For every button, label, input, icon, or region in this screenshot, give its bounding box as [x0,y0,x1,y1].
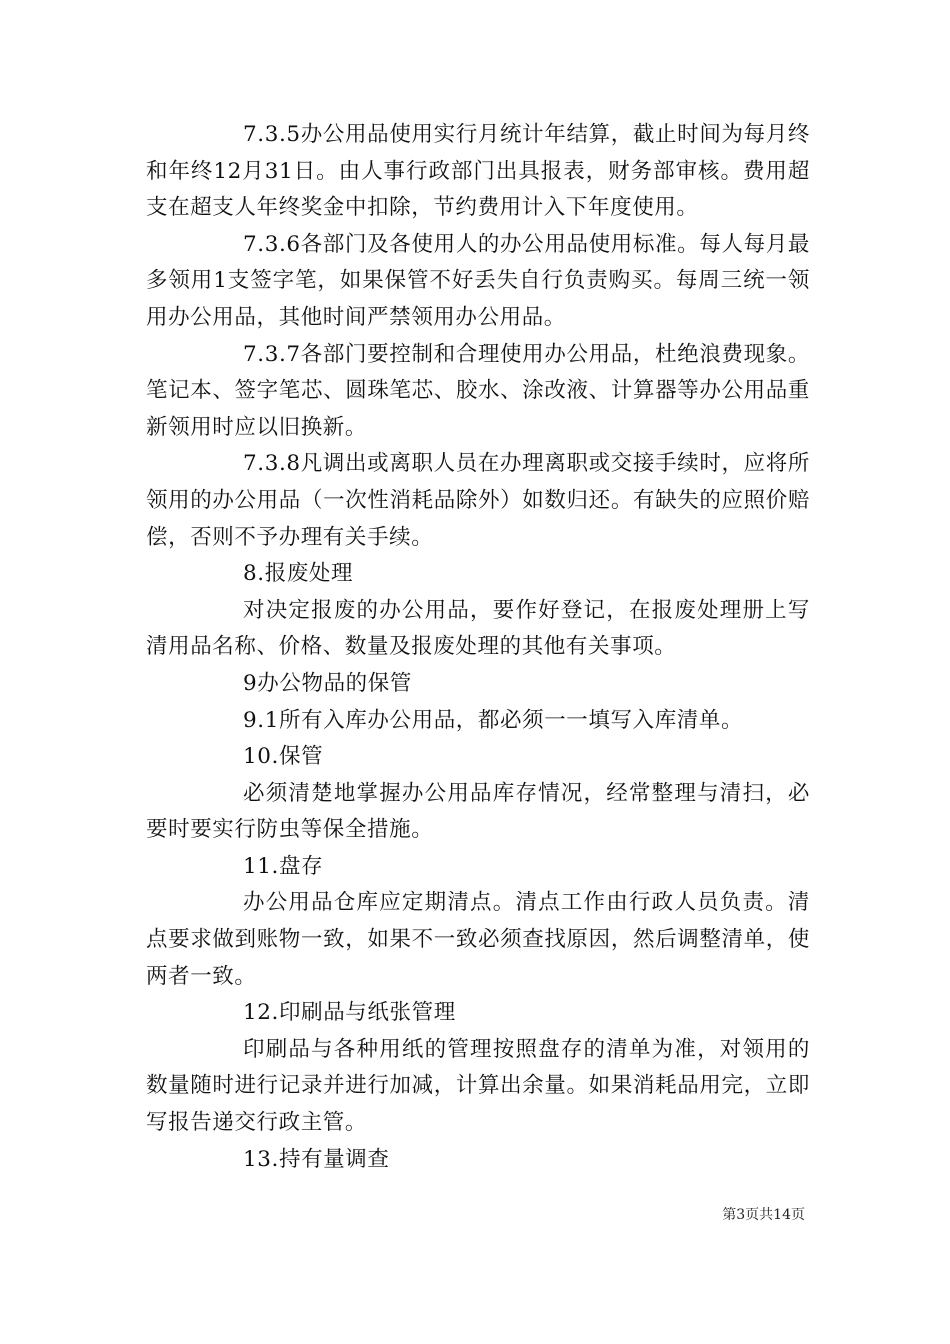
heading-8-scrap-handling: 8.报废处理 [243,561,354,587]
paragraph-11: 办公用品仓库应定期清点。清点工作由行政人员负责。清点要求做到账物一致，如果不一致必须查找原因，然后调整清单，使两者一致。 [146,890,810,989]
paragraph-7-3-6: 7.3.6各部门及各使用人的办公用品使用标准。每人每月最多领用1支签字笔，如果保管不好丢失自行负责购买。每周三统一领用办公用品，其他时间严禁领用办公用品。 [146,231,810,330]
paragraph-10: 必须清楚地掌握办公用品库存情况，经常整理与清扫，必要时要实行防虫等保全措施。 [146,780,810,843]
document-body [146,117,810,1178]
paragraph-12: 印刷品与各种用纸的管理按照盘存的清单为准，对领用的数量随时进行记录并进行加减，计算出余量。如果消耗品用完，立即写报告递交行政主管。 [146,1036,810,1136]
paragraph-7-3-7: 7.3.7各部门要控制和合理使用办公用品，杜绝浪费现象。笔记本、签字笔芯、圆珠笔芯、胶水、涂改液、计算器等办公用品重新领用时应以旧换新。 [146,341,810,440]
paragraph-7-3-5: 7.3.5办公用品使用实行月统计年结算，截止时间为每月终和年终12月31日。由人事行政部门出具报表，财务部审核。费用超支在超支人年终奖金中扣除，节约费用计入下年度使用。 [146,122,810,221]
heading-11-inventory: 11.盘存 [243,853,324,879]
heading-9-storage: 9办公物品的保管 [243,670,412,696]
heading-12-printed-matter: 12.印刷品与纸张管理 [243,1000,456,1026]
heading-10-custody: 10.保管 [243,744,324,770]
paragraph-7-3-8: 7.3.8凡调出或离职人员在办理离职或交接手续时，应将所领用的办公用品（一次性消耗品除外）如数归还。有缺失的应照价赔偿，否则不予办理有关手续。 [146,451,810,550]
heading-13-holdings-survey: 13.持有量调查 [243,1146,390,1172]
paragraph-8: 对决定报废的办公用品，要作好登记，在报废处理册上写清用品名称、价格、数量及报废处理的其他有关事项。 [146,597,810,660]
paragraph-9-1: 9.1所有入库办公用品，都必须一一填写入库清单。 [243,707,744,733]
page-number: 第3页共14页 [722,1207,805,1223]
